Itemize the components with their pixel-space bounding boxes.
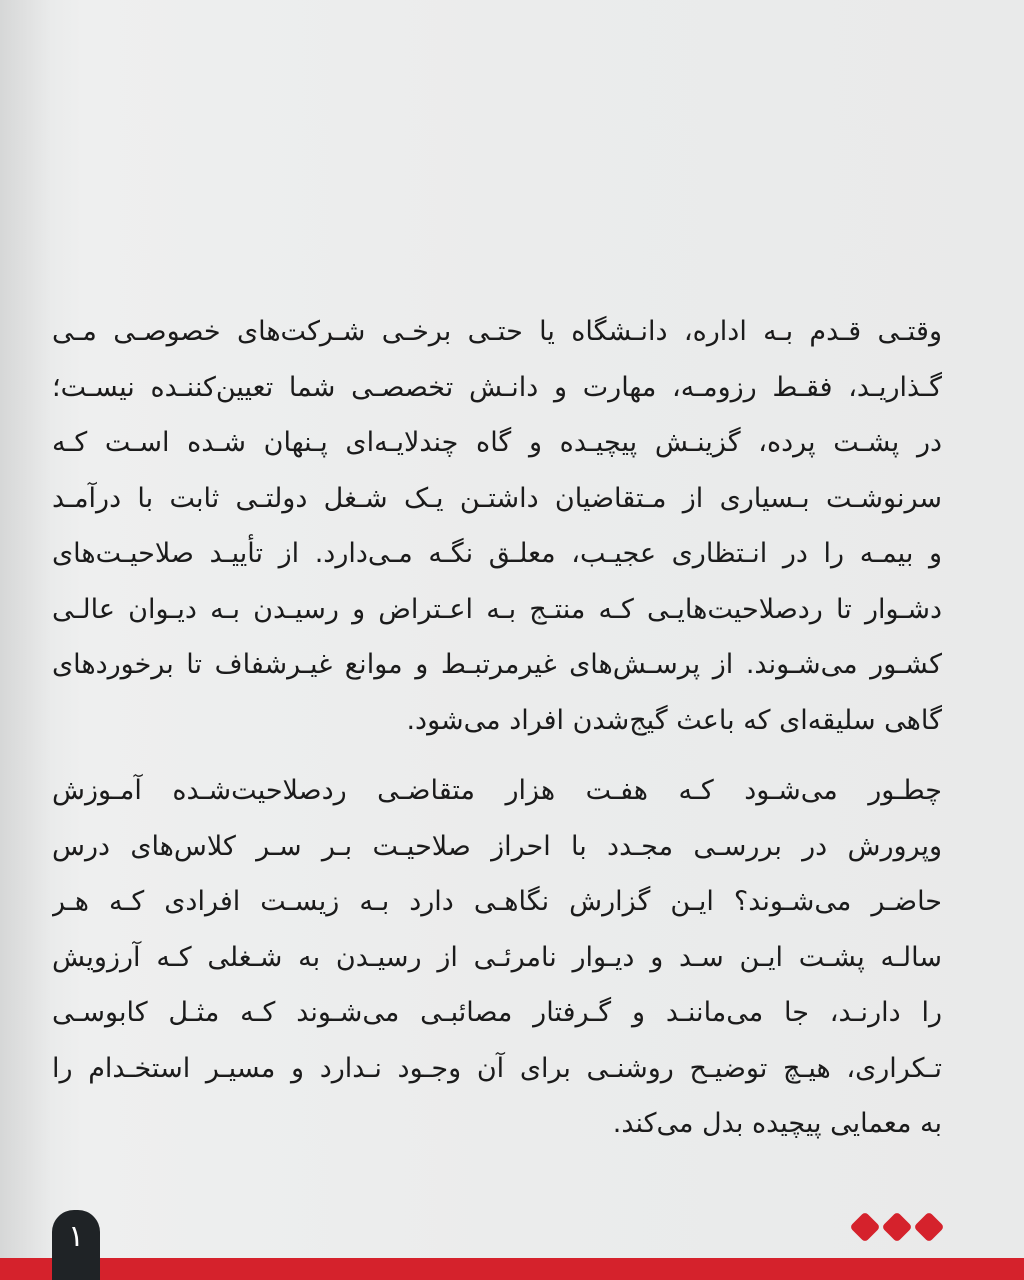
page-number: ۱ [67, 1219, 85, 1254]
paragraph-line: گاهی سلیقه‌ای که باعث گیج‌شدن افراد می‌شود. [406, 704, 942, 736]
paragraph-line: را دارنـد، جا می‌ماننـد و گـرفتار مصائبـی می‌شـوند کـه مثـل کابوسـی [52, 997, 942, 1028]
paragraph-line: به معمایی پیچیده بدل می‌کند. [612, 1108, 942, 1139]
diamond-dot-icon [881, 1211, 912, 1242]
paragraph-line: سرنوشـت بـسیاری از مـتقاضیان داشتـن یـک شـغل دولتـی ثابت با درآمـد [52, 482, 942, 514]
decorative-dots [848, 1208, 948, 1244]
paragraph-2 [52, 763, 942, 1152]
paragraph-line: دشـوار تا ردصلاحیت‌هایـی کـه منتـج بـه اعـتراض و رسیـدن بـه دیـوان عالـی [52, 593, 942, 625]
paragraph-line: وپرورش در بررسـی مجـدد با احراز صلاحیـت بـر سـر کلاس‌های درس [52, 830, 942, 862]
paragraph-line: گـذاریـد، فقـط رزومـه، مهارت و دانـش تخصصـی شما تعیین‌کننـده نیسـت؛ [52, 371, 942, 403]
diamond-dot-icon [849, 1211, 880, 1242]
paragraph-1 [52, 304, 942, 748]
paragraph-line: کشـور می‌شـوند. از پرسـش‌های غیرمرتبـط و موانع غیـرشفاف تا برخوردهای [52, 649, 942, 680]
paragraph-line: سالـه پشـت ایـن سـد و دیـوار نامرئـی از رسیـدن به شـغلی کـه آرزویش [52, 941, 942, 973]
paragraph-line: چطـور می‌شـود کـه هفـت هزار متقاضـی ردصلاحیت‌شـده آمـوزش [52, 775, 942, 806]
page-edge-shadow [0, 0, 52, 1258]
page-number-tab [52, 1210, 100, 1280]
diamond-dot-icon [913, 1211, 944, 1242]
paragraph-line: و بیمـه را در انـتظاری عجیـب، معلـق نگـه مـی‌دارد. از تأییـد صلاحیـت‌های [52, 538, 942, 569]
paragraph-line: تـکراری، هیـچ توضیـح روشنـی برای آن وجـود نـدارد و مسیـر استخـدام را [52, 1052, 942, 1084]
paragraph-line: حاضـر می‌شـوند؟ ایـن گزارش نگاهـی دارد بـه زیسـت افرادی کـه هـر [52, 886, 942, 917]
paragraph-line: وقتـی قـدم بـه اداره، دانـشگاه یا حتـی برخـی شـرکت‌های خصوصـی مـی [52, 316, 942, 347]
footer-bar [0, 1258, 1024, 1280]
paragraph-line: در پشـت پرده، گزینـش پیچیـده و گاه چندلایـه‌ای پـنهان شـده اسـت کـه [52, 427, 942, 458]
